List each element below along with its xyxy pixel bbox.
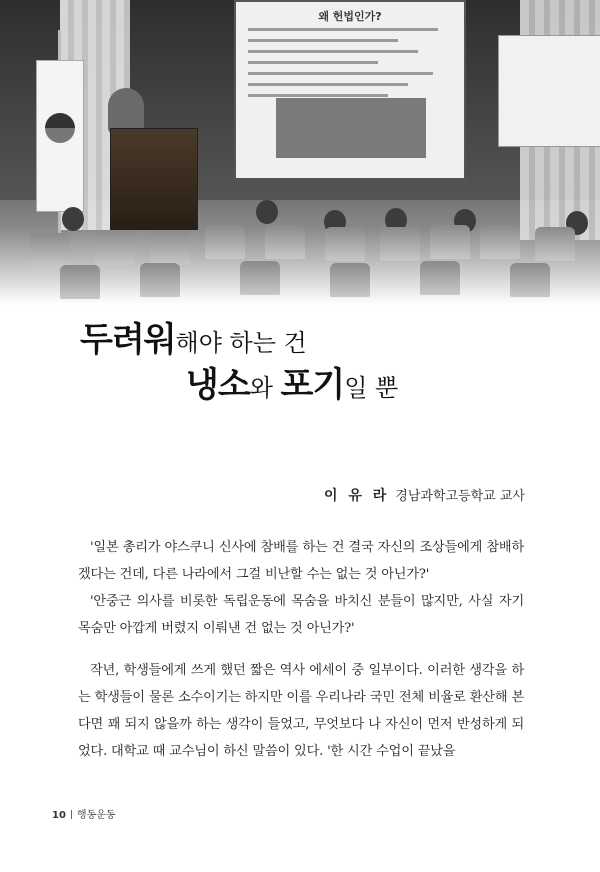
- screen-photo: [276, 98, 426, 158]
- header-photo: [0, 0, 600, 305]
- title-line-2: [186, 357, 398, 406]
- author-name: 이 유 라: [323, 488, 390, 504]
- body-paragraph: 작년, 학생들에게 쓰게 했던 짧은 역사 에세이 중 일부이다. 이러한 생각을 하는 학생들이 물론 소수이기는 하지만 이를 우리나라 국민 전체 비율로 환산해 본다면 꽤 되지 않을까 하는 생각이 들었고, 무엇보다 나 자신이 먼저 반성하게 되었다. 대학교 때 교수님이 하신 말씀이 있다. '한 시간 수업이 끝났을: [78, 663, 524, 759]
- screen-text-lines: [248, 28, 448, 105]
- title-text: 와: [249, 374, 281, 402]
- footer-divider: [71, 810, 72, 819]
- title-text: 일 뿐: [344, 374, 399, 402]
- audience-seats: [0, 195, 600, 305]
- title-line-1: [80, 312, 307, 361]
- page-number: 10: [52, 810, 66, 821]
- whiteboard: [498, 35, 600, 147]
- body-paragraph: '안중근 의사를 비롯한 독립운동에 목숨을 바치신 분들이 많지만, 사실 자기 목숨만 아깝게 버렸지 이뤄낸 건 없는 것 아닌가?': [78, 594, 524, 636]
- title-text: 해야 하는 건: [175, 329, 307, 357]
- author-affiliation: 경남과학고등학교 교사: [395, 489, 525, 504]
- korean-flag-icon: [36, 60, 84, 212]
- title-emphasis: 포기: [280, 365, 345, 405]
- article-body: [78, 534, 524, 765]
- projection-screen: [234, 0, 466, 180]
- body-paragraph: '일본 총리가 야스쿠니 신사에 참배를 하는 건 결국 자신의 조상들에게 참배하겠다는 건데, 다른 나라에서 그걸 비난할 수는 없는 것 아닌가?': [78, 540, 524, 582]
- screen-title: 왜 헌법인가?: [318, 10, 382, 23]
- publication-name: 행동운동: [76, 810, 116, 821]
- title-emphasis: 두려워: [80, 320, 176, 360]
- page-footer: [52, 806, 116, 821]
- author-byline: [324, 485, 525, 505]
- title-emphasis: 냉소: [186, 365, 250, 405]
